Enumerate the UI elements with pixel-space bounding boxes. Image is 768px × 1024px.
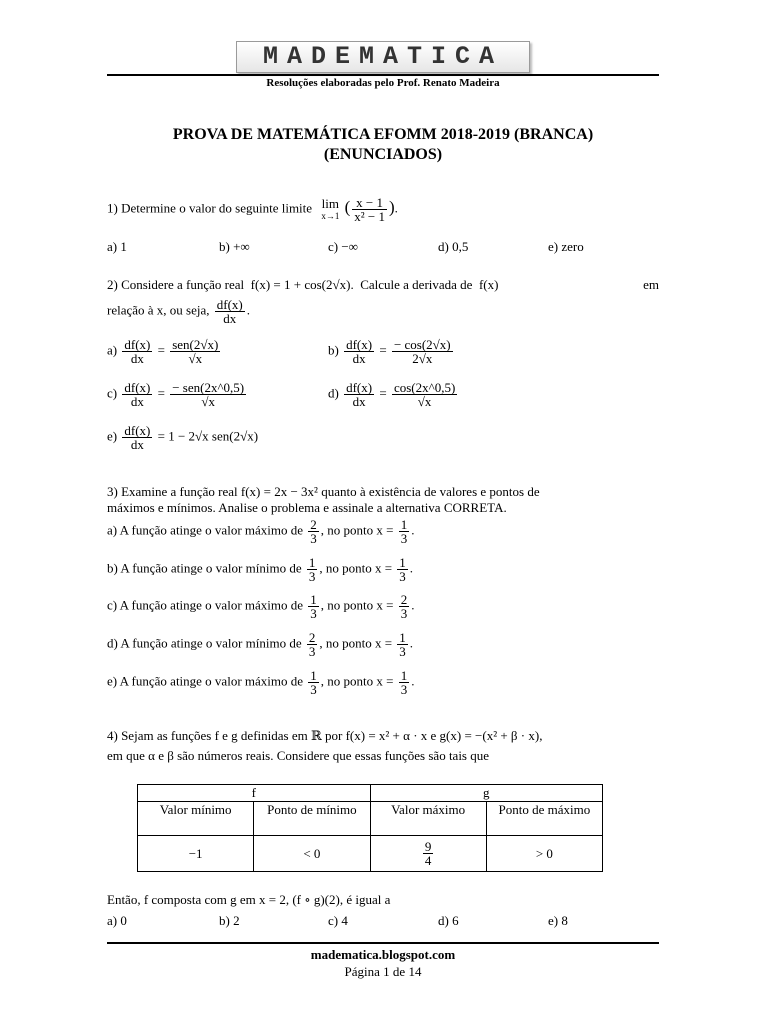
q4-option-a: a) 0	[107, 913, 127, 928]
q3-c-pn: 2	[400, 592, 408, 607]
q2-b-label: b)	[328, 342, 339, 358]
table-col-valor-maximo: Valor máximo	[370, 802, 486, 836]
q1-option-c: c) −∞	[328, 239, 358, 254]
q2-function: f(x) = 1 + cos(2√x).	[250, 277, 354, 292]
q3-e-mid: , no ponto x =	[320, 673, 394, 689]
q3-b-mid: , no ponto x =	[319, 560, 393, 576]
q2-e-dnum: df(x)	[124, 423, 151, 438]
q3-d-pre: d) A função atinge o valor mínimo de	[107, 635, 302, 651]
q2-option-d: d) $\frac{df(x)}{dx}$ = $\frac{\cos(2x\^{}0,5)}{√x}$	[328, 380, 456, 409]
q3-b-pre: b) A função atinge o valor mínimo de	[107, 560, 302, 576]
q2-fx: f(x)	[478, 277, 499, 292]
footer-page-number: Página 1 de 14	[344, 964, 422, 979]
q2-dnum: df(x)	[216, 297, 243, 312]
q2-option-c: c) $\frac{df(x)}{dx}$ = $\frac{\text{− sen(2x\textasciicircum{}0,5)}}{√x}$	[107, 380, 245, 409]
table-header-f: f	[138, 785, 371, 802]
q3-a-pn: 1	[400, 517, 408, 532]
page-title: PROVA DE MATEMÁTICA EFOMM 2018-2019 (BRANCA)	[172, 126, 594, 143]
q1-end: .	[394, 200, 398, 216]
q4-text1: 4) Sejam as funções f e g definidas em ℝ por f(x) = x² + α · x e g(x) = −(x² + β · x),	[107, 728, 543, 743]
q4-option-c: c) 4	[328, 913, 348, 928]
footer-site-link[interactable]: madematica.blogspot.com	[310, 947, 456, 962]
logo	[236, 41, 530, 73]
page-title-line2: (ENUNCIADOS)	[323, 146, 443, 163]
q1-denominator: x² − 1	[354, 209, 385, 224]
q2-d-denominator: √x	[417, 394, 432, 409]
q3-text1: 3) Examine a função real f(x) = 2x − 3x² quanto à existência de valores e pontos de	[107, 484, 540, 499]
q2-dden: dx	[223, 311, 237, 326]
q2-option-a: a) $\frac{df(x)}{dx}$ = $\frac{\text{sen(2√x)}}{√x}$	[107, 337, 219, 366]
q3-a-pd: 3	[400, 531, 408, 546]
q1-option-b: b) +∞	[219, 239, 250, 254]
footer-rule	[107, 942, 659, 944]
q2-d-dnum: df(x)	[346, 380, 373, 395]
q2-c-numerator: − sen(2x^0,5)	[172, 380, 245, 395]
q3-c-mid: , no ponto x =	[320, 597, 394, 613]
q3-e-pre: e) A função atinge o valor máximo de	[107, 673, 304, 689]
q3-d-pd: 3	[399, 644, 406, 659]
q1-lim-sub: x→1	[321, 210, 340, 221]
q3-c-pd: 3	[400, 606, 408, 621]
q2-a-dden: dx	[130, 351, 144, 366]
q3-b-vn: 1	[308, 555, 316, 570]
q2-text1: 2) Considere a função real	[107, 277, 245, 292]
q2-a-numerator: sen(2√x)	[172, 337, 219, 352]
q3-d-vd: 3	[308, 644, 316, 659]
q1-limit	[321, 197, 339, 223]
table-col-valor-minimo: Valor mínimo	[138, 802, 254, 836]
q2-text4: relação à x, ou seja,	[107, 302, 210, 318]
q2-b-dnum: df(x)	[346, 337, 373, 352]
q3-a-mid: , no ponto x =	[320, 522, 394, 538]
q2-e-label: e)	[107, 428, 118, 444]
q2-b-dden: dx	[352, 351, 366, 366]
q3-a-vd: 3	[310, 531, 317, 546]
table-v3-num: 9	[424, 839, 432, 854]
table-cell-valor-maximo	[370, 836, 486, 872]
table-cell-ponto-maximo: > 0	[486, 836, 602, 872]
q3-option-c: c) A função atinge o valor máximo de $\frac{1}{3}$ , no ponto x = $\frac{2}{3}$ .	[107, 592, 415, 621]
q1-option-e: e) zero	[548, 239, 584, 254]
header-subtitle: Resoluções elaboradas pelo Prof. Renato Madeira	[266, 77, 500, 89]
q3-c-pre: c) A função atinge o valor máximo de	[107, 597, 304, 613]
q2-c-label: c)	[107, 385, 118, 401]
q2-c-dden: dx	[130, 394, 144, 409]
q3-a-vn: 2	[310, 517, 317, 532]
q1-lim: lim	[321, 195, 339, 211]
q1-option-a: a) 1	[107, 239, 127, 254]
q2-d-dden: dx	[352, 394, 366, 409]
table-col-ponto-maximo: Ponto de máximo	[486, 802, 602, 836]
q4-table	[137, 784, 603, 872]
q2-derivative	[215, 298, 245, 325]
q1-numerator: x − 1	[352, 196, 387, 210]
q4-text2: em que α e β são números reais. Considere que essas funções são tais que	[107, 748, 490, 763]
q2-b-numerator: − cos(2√x)	[393, 337, 451, 352]
q2-d-label: d)	[328, 385, 339, 401]
q3-c-vd: 3	[310, 606, 317, 621]
table-cell-ponto-minimo: < 0	[254, 836, 370, 872]
q3-option-d: d) A função atinge o valor mínimo de $\frac{2}{3}$ , no ponto x = $\frac{1}{3}$ .	[107, 630, 414, 659]
q3-d-pn: 1	[399, 630, 406, 645]
q1-fraction	[352, 196, 387, 223]
q3-e-vd: 3	[310, 682, 317, 697]
q2-e-rhs: = 1 − 2√x sen(2√x)	[157, 428, 259, 444]
q2-b-denominator: 2√x	[412, 351, 433, 366]
q1-text: 1) Determine o valor do seguinte limite	[107, 200, 313, 216]
question-2	[107, 277, 659, 293]
q3-option-e: e) A função atinge o valor máximo de $\frac{1}{3}$ , no ponto x = $\frac{1}{3}$ .	[107, 668, 415, 697]
table-v3-den: 4	[424, 853, 432, 868]
q3-b-vd: 3	[308, 569, 316, 584]
q2-option-b: b) $\frac{df(x)}{dx}$ = $\frac{- \cos(2√x)}{2√x}$	[328, 337, 451, 366]
q2-e-dden: dx	[130, 437, 144, 452]
q3-text2: máximos e mínimos. Analise o problema e assinale a alternativa CORRETA.	[107, 500, 507, 515]
q3-e-pd: 3	[400, 682, 408, 697]
q3-c-vn: 1	[310, 592, 317, 607]
q2-option-e	[107, 424, 258, 451]
q2-c-denominator: √x	[201, 394, 215, 409]
q3-d-vn: 2	[308, 630, 316, 645]
q1-option-d: d) 0,5	[438, 239, 469, 254]
q4-option-b: b) 2	[219, 913, 240, 928]
q2-text3: em	[643, 277, 659, 292]
q2-c-dnum: df(x)	[124, 380, 151, 395]
question-1: 1) Determine o valor do seguinte limite lim x→1 ( $\frac{x - 1}{\text{x² − 1}}$ ).	[107, 195, 398, 224]
q3-a-pre: a) A função atinge o valor máximo de	[107, 522, 304, 538]
q2-d-numerator: cos(2x^0,5)	[393, 380, 456, 395]
q4-text3: Então, f composta com g em x = 2, (f ∘ g)(2), é igual a	[107, 892, 391, 907]
logo-text: MADEMATICA	[262, 42, 504, 71]
q4-option-d: d) 6	[438, 913, 459, 928]
header-rule	[107, 74, 659, 76]
q2-derivative-line: relação à x, ou seja, $\frac{df(x)}{dx}$ .	[107, 297, 251, 326]
q4-option-e: e) 8	[548, 913, 568, 928]
q3-e-pn: 1	[400, 668, 408, 683]
q3-option-a: a) A função atinge o valor máximo de $\frac{2}{3}$ , no ponto x = $\frac{1}{3}$ .	[107, 517, 415, 546]
table-col-ponto-minimo: Ponto de mínimo	[254, 802, 370, 836]
q2-a-label: a)	[107, 342, 118, 358]
q3-b-pd: 3	[399, 569, 406, 584]
q2-text2: Calcule a derivada de	[360, 277, 473, 292]
q3-d-mid: , no ponto x =	[319, 635, 393, 651]
q2-a-denominator: √x	[188, 351, 203, 366]
table-cell-valor-minimo: −1	[138, 836, 254, 872]
table-header-g: g	[370, 785, 603, 802]
q3-option-b: b) A função atinge o valor mínimo de $\frac{1}{3}$ , no ponto x = $\frac{1}{3}$ .	[107, 555, 414, 584]
q3-e-vn: 1	[310, 668, 317, 683]
q2-a-dnum: df(x)	[124, 337, 151, 352]
q3-b-pn: 1	[399, 555, 406, 570]
